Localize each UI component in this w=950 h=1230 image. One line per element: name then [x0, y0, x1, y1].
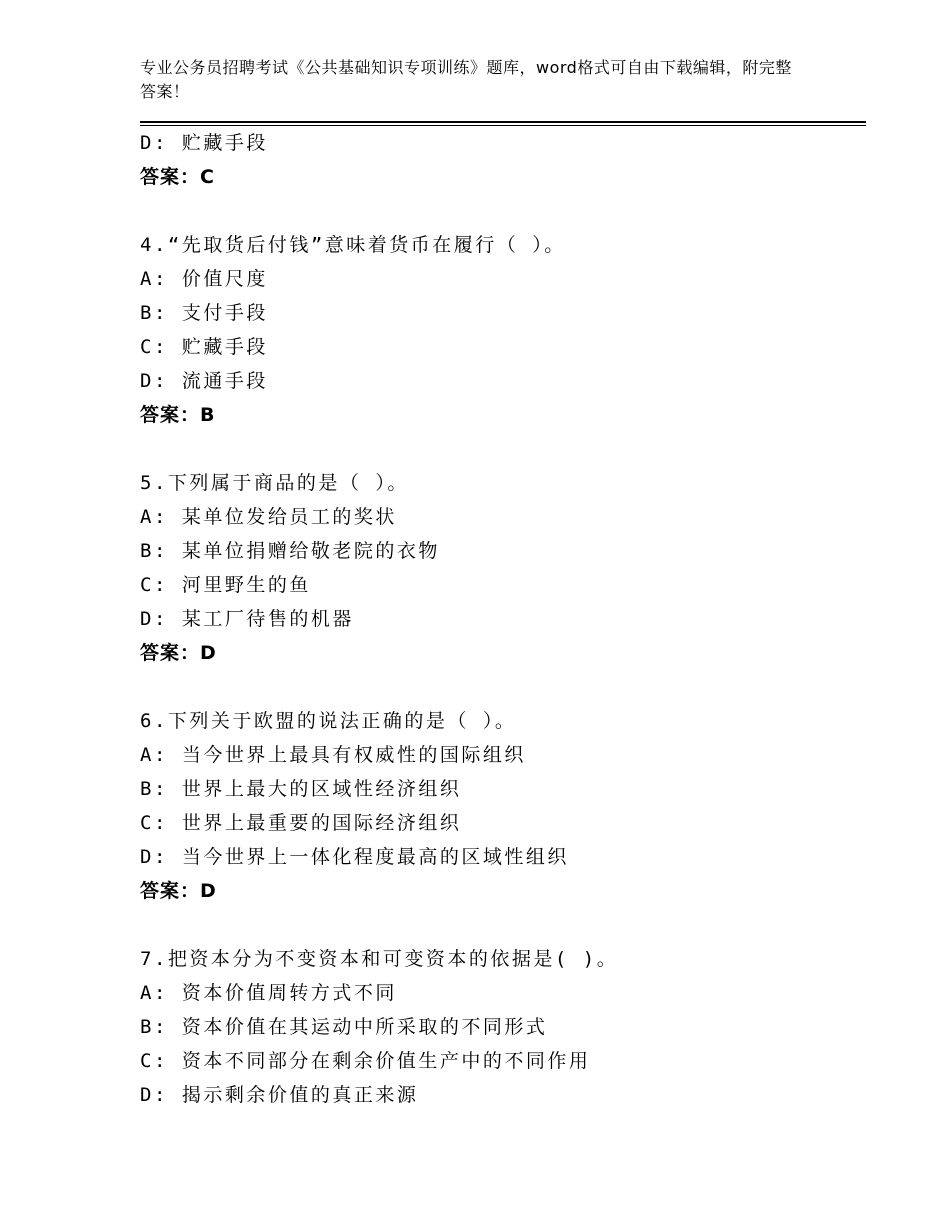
question-5-stem: 5.下列属于商品的是（ ）。: [140, 472, 409, 494]
prev-option-d: D: 贮藏手段: [140, 132, 268, 154]
question-6-option-a: A: 当今世界上最具有权威性的国际组织: [140, 744, 526, 766]
question-4-option-a: A: 价值尺度: [140, 268, 268, 290]
question-5-option-a: A: 某单位发给员工的奖状: [140, 506, 397, 528]
question-6-answer: 答案：D: [140, 880, 217, 902]
question-5-option-d: D: 某工厂待售的机器: [140, 608, 354, 630]
prev-answer: 答案：C: [140, 166, 215, 188]
spacer: [140, 432, 866, 466]
spacer: [140, 194, 866, 228]
question-6-option-c: C: 世界上最重要的国际经济组织: [140, 812, 462, 834]
question-4-option-c: C: 贮藏手段: [140, 336, 268, 358]
question-5-option-c: C: 河里野生的鱼: [140, 574, 311, 596]
question-6-option-b: B: 世界上最大的区域性经济组织: [140, 778, 462, 800]
question-5-answer: 答案：D: [140, 642, 217, 664]
question-7-option-a: A: 资本价值周转方式不同: [140, 982, 397, 1004]
question-7-option-c: C: 资本不同部分在剩余价值生产中的不同作用: [140, 1050, 591, 1072]
question-5-option-b: B: 某单位捐赠给敬老院的衣物: [140, 540, 440, 562]
question-4-stem: 4.“先取货后付钱”意味着货币在履行（ ）。: [140, 234, 566, 256]
question-4-option-b: B: 支付手段: [140, 302, 268, 324]
question-7-option-b: B: 资本价值在其运动中所采取的不同形式: [140, 1016, 548, 1038]
question-6-stem: 6.下列关于欧盟的说法正确的是（ ）。: [140, 710, 517, 732]
document-header: 专业公务员招聘考试《公共基础知识专项训练》题库，word格式可自由下载编辑，附完整答案！: [140, 58, 792, 101]
question-6-option-d: D: 当今世界上一体化程度最高的区域性组织: [140, 846, 569, 868]
question-list: [140, 126, 866, 1112]
question-7-stem: 7.把资本分为不变资本和可变资本的依据是( )。: [140, 948, 619, 970]
spacer: [140, 908, 866, 942]
spacer: [140, 670, 866, 704]
question-4-answer: 答案：B: [140, 404, 216, 426]
question-7-option-d: D: 揭示剩余价值的真正来源: [140, 1084, 419, 1106]
header-divider-thick: [140, 121, 866, 123]
question-4-option-d: D: 流通手段: [140, 370, 268, 392]
